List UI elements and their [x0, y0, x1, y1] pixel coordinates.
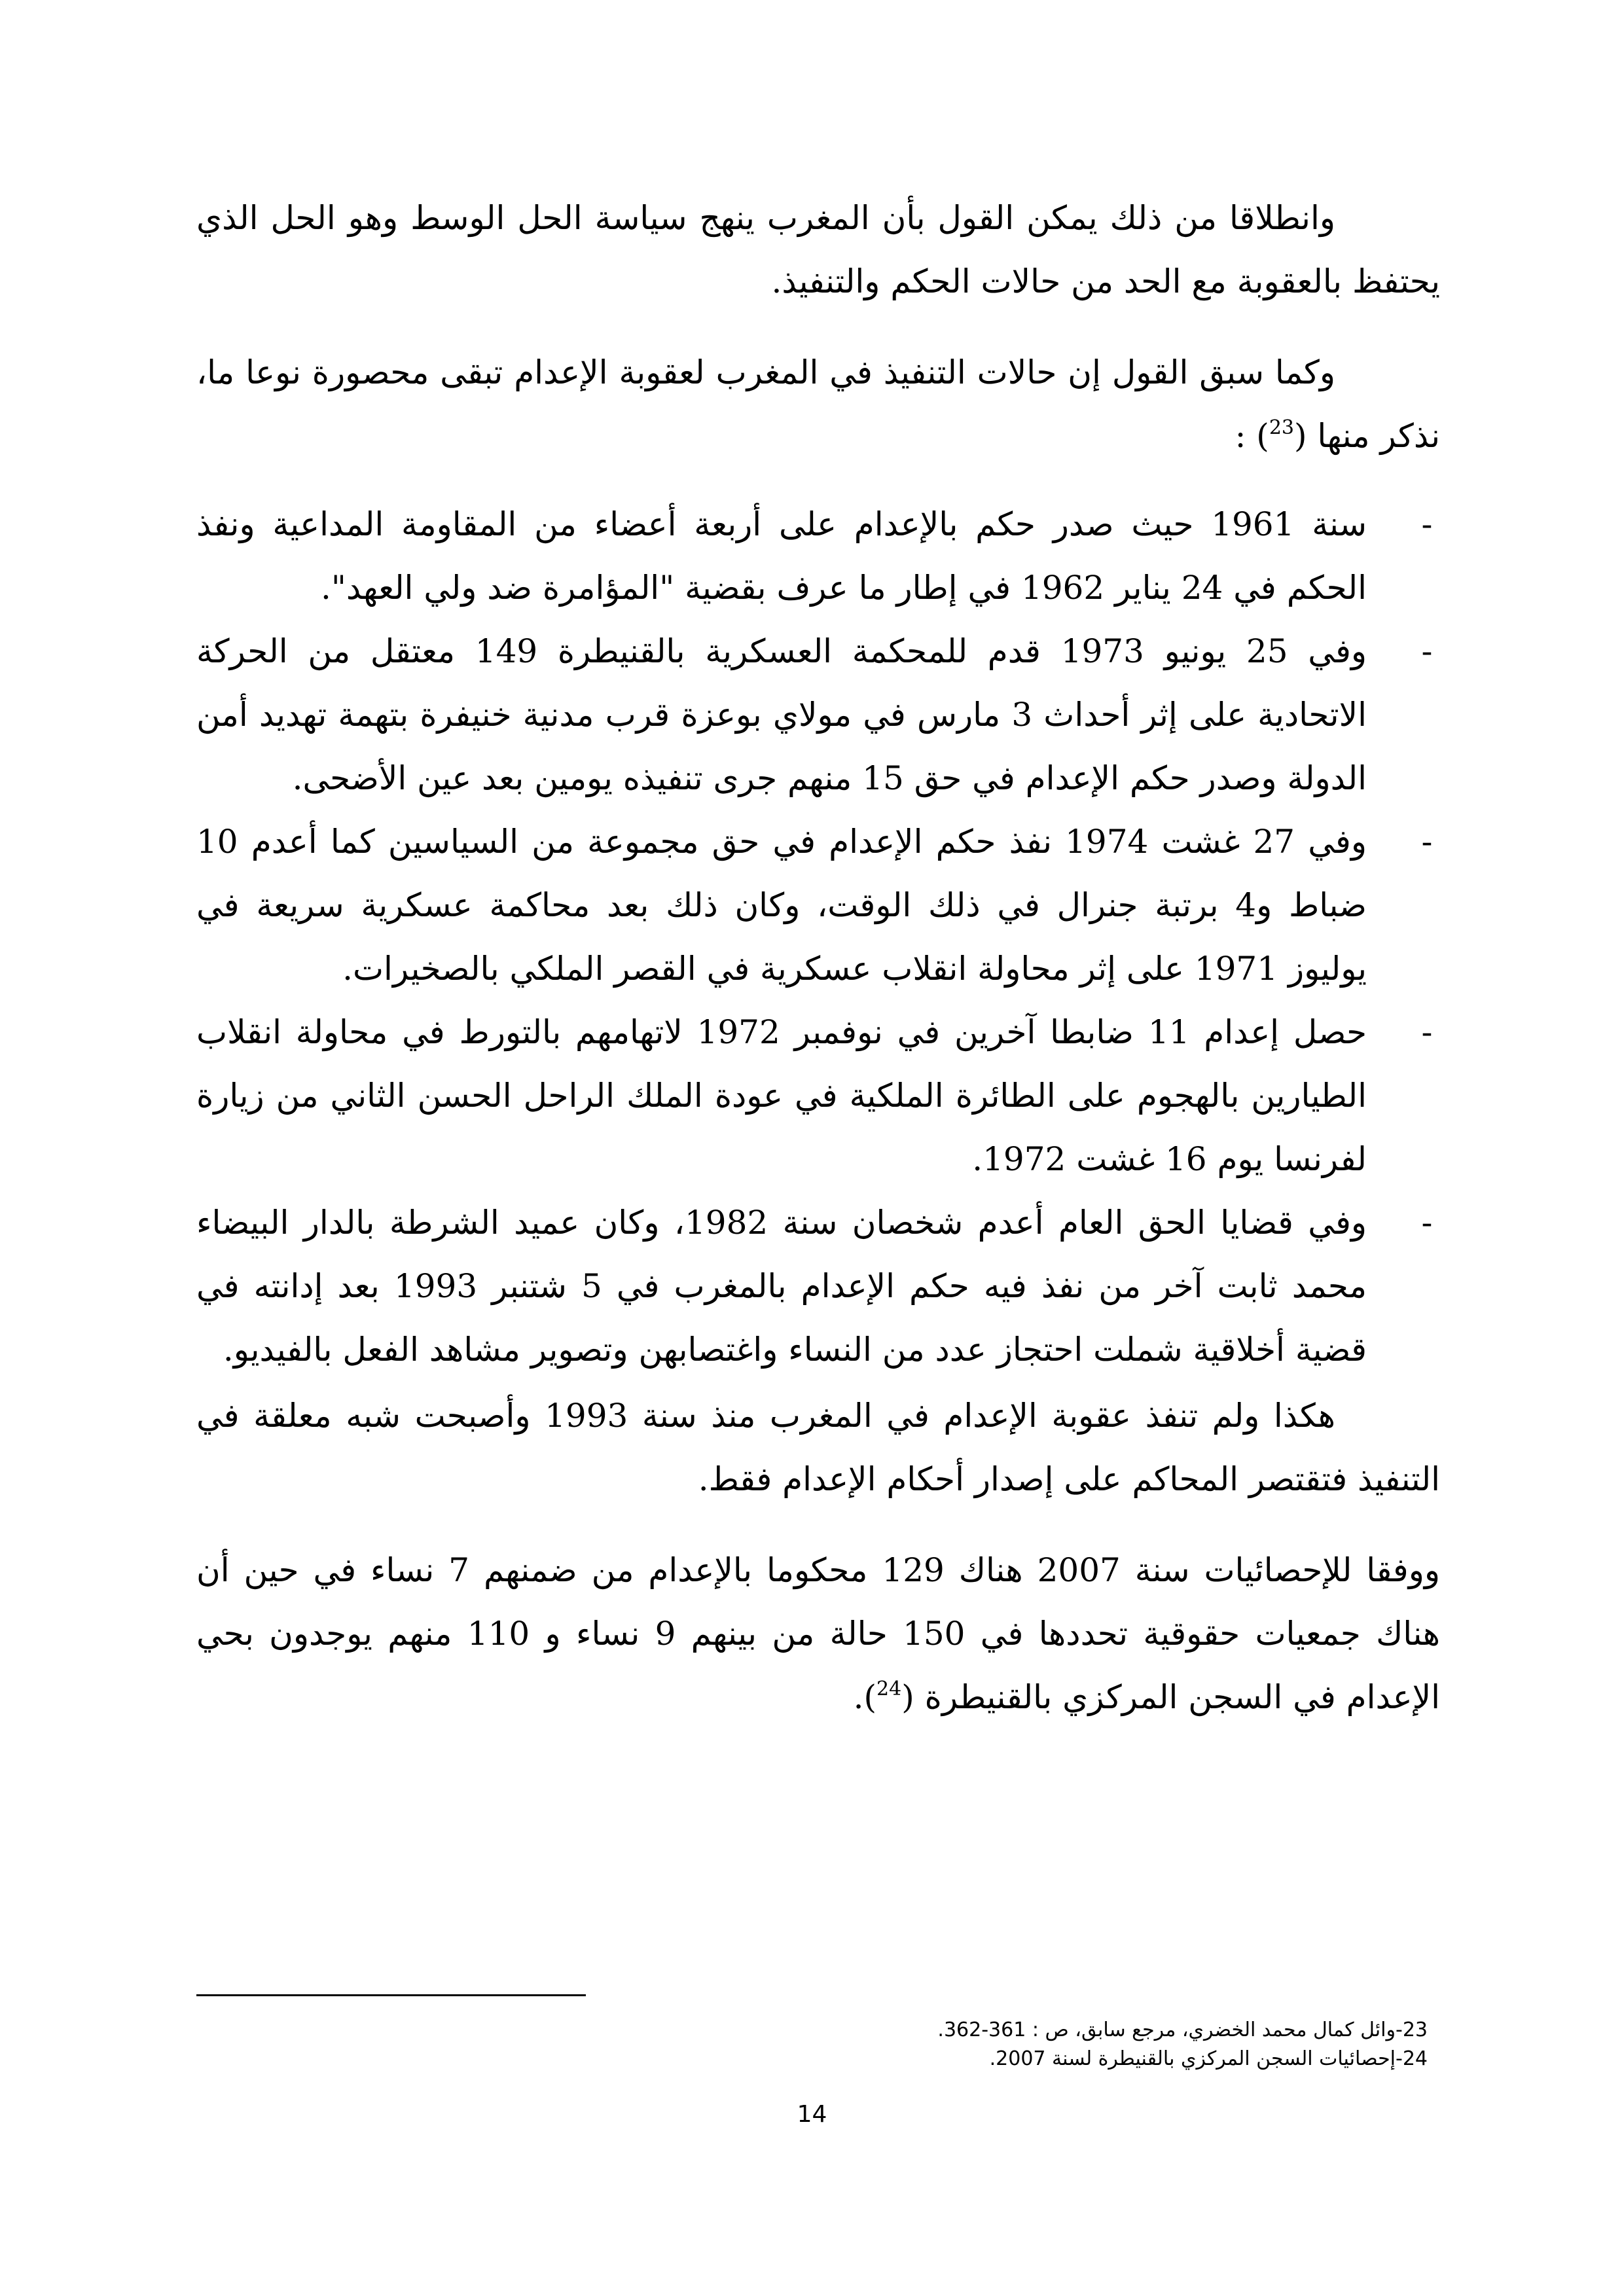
list-item [196, 810, 1440, 1001]
list-item-text: وفي 25 يونيو 1973 قدم للمحكمة العسكرية بالقنيطرة 149 معتقل من الحركة الاتحادية على إثر أحداث 3 مارس في مولاي بوعزة قرب مدنية خنيفرة بتهمة تهديد أمن الدولة وصدر حكم الإعدام في حق 15 منهم جرى تنفيذه يومين بعد عين الأضحى. [196, 632, 1367, 797]
list-item [196, 620, 1440, 810]
paragraph-statistics-end: ). [853, 1678, 877, 1716]
footnote-ref-23[interactable]: 23 [1269, 416, 1294, 440]
paragraph-cases-intro-end: ) : [1235, 417, 1269, 455]
footnotes [380, 2016, 1428, 2073]
bullet-dash: - [1421, 505, 1433, 543]
list-item [196, 493, 1440, 620]
bullet-dash: - [1421, 632, 1433, 670]
bullet-dash: - [1421, 1204, 1433, 1242]
body-text [196, 187, 1440, 1729]
footnote-separator [196, 1994, 586, 1996]
list-item [196, 1191, 1440, 1382]
paragraph-statistics-text: ووفقا للإحصائيات سنة 2007 هناك 129 محكوما بالإعدام من ضمنهم 7 نساء في حين أن هناك جمعيات حقوقية تحددها في 150 حالة من بينهم 9 نساء و 110 منهم يوجدون بحي الإعدام في السجن المركزي بالقنيطرة ( [196, 1551, 1440, 1716]
footnote-ref-24[interactable]: 24 [876, 1677, 902, 1701]
paragraph-cases-intro-text: وكما سبق القول إن حالات التنفيذ في المغرب لعقوبة الإعدام تبقى محصورة نوعا ما، نذكر منها ( [196, 353, 1440, 455]
paragraph-statistics [196, 1539, 1440, 1729]
list-item-text: وفي 27 غشت 1974 نفذ حكم الإعدام في حق مجموعة من السياسين كما أعدم 10 ضباط و4 برتبة جنرال في ذلك الوقت، وكان ذلك بعد محاكمة عسكرية سريعة في يوليوز 1971 على إثر محاولة انقلاب عسكرية في القصر الملكي بالصخيرات. [196, 823, 1367, 988]
list-item [196, 1001, 1440, 1191]
paragraph-moratorium: هكذا ولم تنفذ عقوبة الإعدام في المغرب منذ سنة 1993 وأصبحت شبه معلقة في التنفيذ فتقتصر المحاكم على إصدار أحكام الإعدام فقط. [196, 1397, 1440, 1498]
list-item-text: سنة 1961 حيث صدر حكم بالإعدام على أربعة أعضاء من المقاومة المداعية ونفذ الحكم في 24 يناير 1962 في إطار ما عرف بقضية "المؤامرة ضد ولي العهد". [196, 505, 1367, 607]
list-item-text: وفي قضايا الحق العام أعدم شخصان سنة 1982، وكان عميد الشرطة بالدار البيضاء محمد ثابت آخر من نفذ فيه حكم الإعدام بالمغرب في 5 شتنبر 1993 بعد إدانته في قضية أخلاقية شملت احتجاز عدد من النساء واغتصابهن وتصوير مشاهد الفعل بالفيديو. [196, 1204, 1367, 1369]
footnote-24: 24-إحصائيات السجن المركزي بالقنيطرة لسنة 2007. [989, 2047, 1428, 2070]
bullet-dash: - [1421, 1013, 1433, 1051]
page-number: 14 [797, 2101, 827, 2128]
bullet-dash: - [1421, 823, 1433, 861]
paragraph-cases-intro [196, 341, 1440, 468]
paragraph-intro: وانطلاقا من ذلك يمكن القول بأن المغرب ينهج سياسة الحل الوسط وهو الحل الذي يحتفظ بالعقوبة مع الحد من حالات الحكم والتنفيذ. [196, 199, 1440, 300]
execution-cases-list [196, 493, 1440, 1382]
footnote-23: 23-وائل كمال محمد الخضري، مرجع سابق، ص : 361-362. [937, 2018, 1428, 2041]
list-item-text: حصل إعدام 11 ضابطا آخرين في نوفمبر 1972 لاتهامهم بالتورط في محاولة انقلاب الطيارين بالهجوم على الطائرة الملكية في عودة الملك الراحل الحسن الثاني من زيارة لفرنسا يوم 16 غشت 1972. [196, 1013, 1367, 1178]
